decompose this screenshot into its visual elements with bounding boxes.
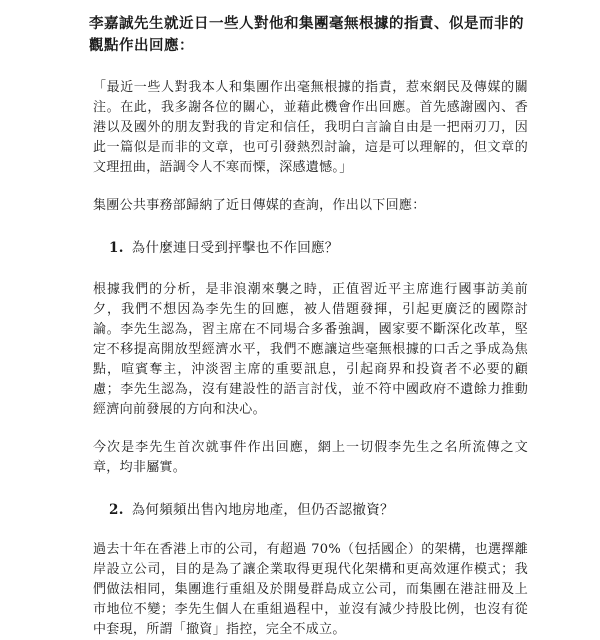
quote-paragraph: 「最近一些人對我本人和集團作出毫無根據的指責，惹來網民及傳媒的關注。在此，我多謝各位的關心，並藉此機會作出回應。首先感謝國內、香港以及國外的朋友對我的肯定和信任，我明白言論自由是一把兩刃刀，因此一篇似是而非的文章，也可引發熱烈討論，這是可以理解的，但文章的文理扭曲，語調令人不寒而慄，深感遺憾。」 bbox=[93, 80, 528, 175]
question-1-text: 為什麼連日受到抨擊也不作回應？ bbox=[131, 240, 339, 256]
answer-2-paragraph: 過去十年在香港上市的公司，有超過 70%（包括國企）的架構，也選擇離岸設立公司，目的是為了讓企業取得更現代化架構和更高效運作模式；我們做法相同，集團進行重組及於開曼群島成立公司，而集團在港註冊及上市地位不變；李先生個人在重組過程中，並沒有減少持股比例，也沒有從中套現，所謂「撤資」指控，完全不成立。 bbox=[93, 542, 528, 637]
question-2 bbox=[93, 500, 528, 520]
answer-1-paragraph: 根據我們的分析，是非浪潮來襲之時，正值習近平主席進行國事訪美前夕，我們不想因為李先生的回應，被人借題發揮，引起更廣泛的國際討論。李先生認為，習主席在不同場合多番強調，國家要不斷深化改革，堅定不移提高開放型經濟水平，我們不應讓這些毫無根據的口舌之爭成為焦點，喧賓奪主，沖淡習主席的重要訊息，引起商界和投資者不必要的顧慮；李先生認為，沒有建設性的語言討伐，並不符中國政府不遺餘力推動經濟向前發展的方向和決心。 bbox=[93, 282, 528, 417]
intro-paragraph: 集團公共事務部歸納了近日傳媒的查詢，作出以下回應： bbox=[93, 198, 426, 213]
question-2-text: 為何頻頻出售內地房地產，但仍否認撤資？ bbox=[131, 502, 394, 518]
question-2-number: 2. bbox=[109, 502, 124, 518]
question-1 bbox=[93, 238, 528, 258]
question-1-number: 1. bbox=[109, 240, 124, 256]
answer-1-followup-paragraph: 今次是李先生首次就事件作出回應，網上一切假李先生之名所流傳之文章，均非屬實。 bbox=[93, 440, 528, 475]
document-title: 李嘉誠先生就近日一些人對他和集團毫無根據的指責、似是而非的觀點作出回應： bbox=[89, 16, 524, 54]
